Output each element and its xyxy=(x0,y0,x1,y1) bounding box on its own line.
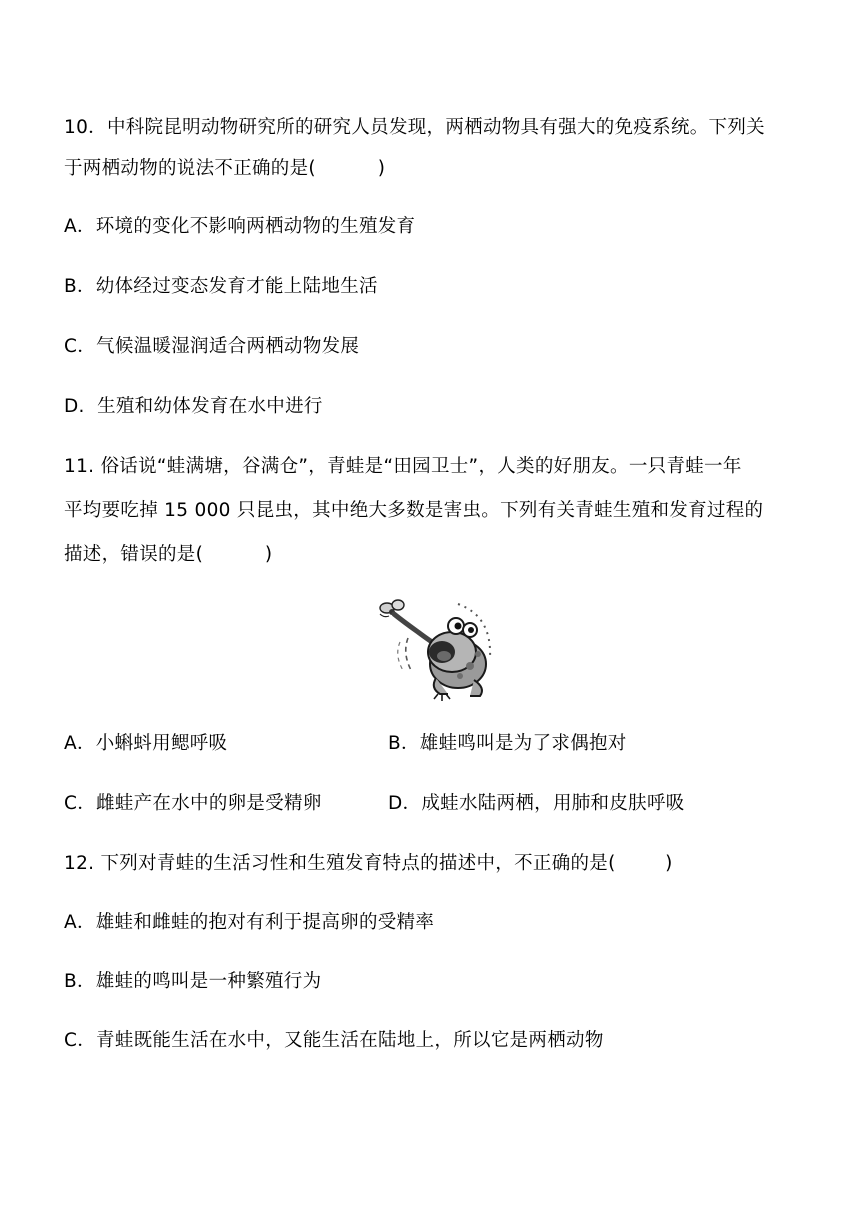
frog-illustration xyxy=(374,596,500,702)
q11-option-d: D．成蛙水陆两栖，用肺和皮肤呼吸 xyxy=(388,793,685,814)
q11-option-c: C．雌蛙产在水中的卵是受精卵 xyxy=(64,793,322,814)
q10-option-d: D. 生殖和幼体发育在水中进行 xyxy=(64,396,323,417)
q11-option-b: B．雄蛙鸣叫是为了求偶抱对 xyxy=(388,733,627,754)
q11-stem-line-3: 描述，错误的是( ) xyxy=(64,544,273,565)
q10-option-b: B．幼体经过变态发育才能上陆地生活 xyxy=(64,276,378,297)
q10-option-a: A．环境的变化不影响两栖动物的生殖发育 xyxy=(64,216,416,237)
q11-option-a: A．小蝌蚪用鳃呼吸 xyxy=(64,733,228,754)
q12-option-b: B．雄蛙的鸣叫是一种繁殖行为 xyxy=(64,971,322,992)
q12-option-a: A．雄蛙和雌蛙的抱对有利于提高卵的受精率 xyxy=(64,912,435,933)
q10-stem-line-2: 于两栖动物的说法不正确的是( ) xyxy=(64,158,386,179)
frog-icon xyxy=(428,618,486,701)
q12-option-c: C．青蛙既能生活在水中，又能生活在陆地上，所以它是两栖动物 xyxy=(64,1030,604,1051)
q12-stem-line-1: 12. 下列对青蛙的生活习性和生殖发育特点的描述中，不正确的是( ) xyxy=(64,853,673,874)
frog-tongue xyxy=(394,614,432,642)
q11-stem-line-2: 平均要吃掉 15 000 只昆虫，其中绝大多数是害虫。下列有关青蛙生殖和发育过程的 xyxy=(64,500,764,521)
q11-stem-line-1: 11. 俗话说“蛙满塘，谷满仓”，青蛙是“田园卫士”，人类的好朋友。一只青蛙一年 xyxy=(64,456,742,477)
q10-stem-line-1: 10．中科院昆明动物研究所的研究人员发现，两栖动物具有强大的免疫系统。下列关 xyxy=(64,117,765,138)
q10-option-c: C．气候温暖湿润适合两栖动物发展 xyxy=(64,336,360,357)
motion-lines-left xyxy=(406,638,412,672)
